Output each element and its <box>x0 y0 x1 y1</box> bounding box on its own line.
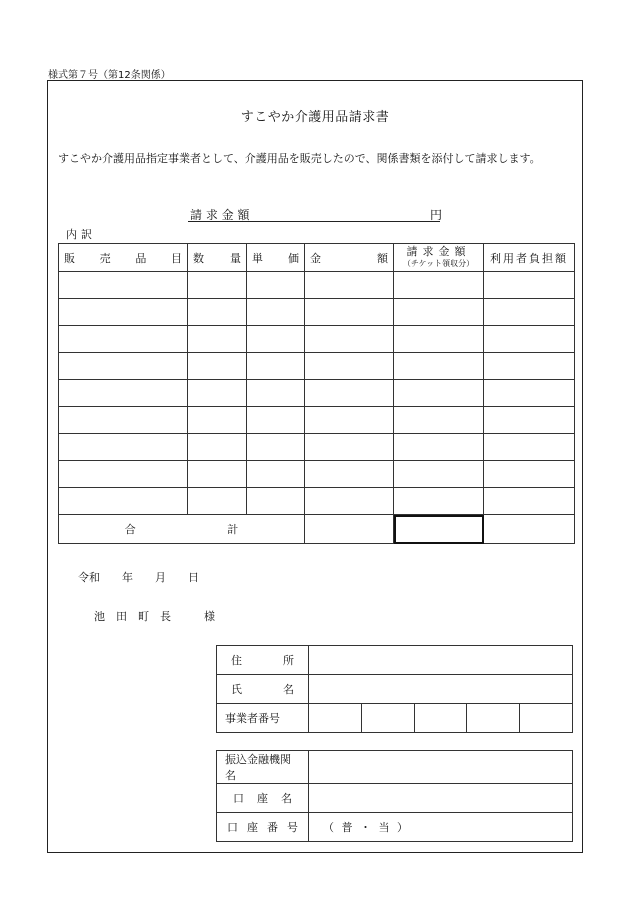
intro-text: すこやか介護用品指定事業者として、介護用品を販売したので、関係書類を添付して請求します。 <box>58 152 541 165</box>
item-row <box>59 407 575 434</box>
account-name-row <box>217 784 573 813</box>
header-quantity: 数 量 <box>188 244 247 272</box>
address-field[interactable] <box>309 646 573 675</box>
amount-cell[interactable] <box>305 407 394 434</box>
total-row <box>59 515 575 544</box>
unit-price-cell[interactable] <box>247 461 305 488</box>
user-charge-cell[interactable] <box>484 299 575 326</box>
header-amount: 金 額 <box>305 244 394 272</box>
item-row <box>59 434 575 461</box>
provider-number-box[interactable] <box>414 704 467 733</box>
provider-number-box[interactable] <box>467 704 520 733</box>
address-row <box>217 646 573 675</box>
unit-price-cell[interactable] <box>247 380 305 407</box>
item-cell[interactable] <box>59 272 188 299</box>
item-cell[interactable] <box>59 326 188 353</box>
item-cell[interactable] <box>59 380 188 407</box>
claim-cell[interactable] <box>394 380 484 407</box>
amount-cell[interactable] <box>305 434 394 461</box>
item-cell[interactable] <box>59 434 188 461</box>
unit-price-cell[interactable] <box>247 488 305 515</box>
amount-cell[interactable] <box>305 461 394 488</box>
item-row <box>59 488 575 515</box>
unit-price-cell[interactable] <box>247 326 305 353</box>
claim-cell[interactable] <box>394 488 484 515</box>
unit-price-cell[interactable] <box>247 434 305 461</box>
item-row <box>59 461 575 488</box>
account-name-label: 口 座 名 <box>217 784 309 813</box>
header-claim-amount: 請求金額 （チケット領収分） <box>394 244 484 272</box>
quantity-cell[interactable] <box>188 461 247 488</box>
provider-number-label: 事業者番号 <box>217 704 309 733</box>
unit-price-cell[interactable] <box>247 299 305 326</box>
quantity-cell[interactable] <box>188 326 247 353</box>
item-cell[interactable] <box>59 407 188 434</box>
header-item: 販 売 品 目 <box>59 244 188 272</box>
items-table <box>58 243 575 544</box>
quantity-cell[interactable] <box>188 353 247 380</box>
user-charge-cell[interactable] <box>484 488 575 515</box>
quantity-cell[interactable] <box>188 272 247 299</box>
claim-cell[interactable] <box>394 434 484 461</box>
header-user-charge: 利用者負担額 <box>484 244 575 272</box>
user-charge-cell[interactable] <box>484 326 575 353</box>
provider-info-table <box>216 645 573 733</box>
account-number-label: 口 座 番 号 <box>217 813 309 842</box>
item-row <box>59 326 575 353</box>
bank-institution-field[interactable] <box>309 751 573 784</box>
item-row <box>59 380 575 407</box>
claim-cell[interactable] <box>394 461 484 488</box>
unit-price-cell[interactable] <box>247 353 305 380</box>
addressee: 池 田 町 長 様 <box>94 610 215 623</box>
items-header-row <box>59 244 575 272</box>
name-row <box>217 675 573 704</box>
total-amount-cell[interactable] <box>305 515 394 544</box>
item-row <box>59 353 575 380</box>
account-number-field[interactable] <box>309 813 573 842</box>
form-title: すこやか介護用品請求書 <box>240 110 390 125</box>
user-charge-cell[interactable] <box>484 272 575 299</box>
user-charge-cell[interactable] <box>484 461 575 488</box>
total-label-cell: 合 計 <box>59 515 305 544</box>
quantity-cell[interactable] <box>188 407 247 434</box>
item-cell[interactable] <box>59 461 188 488</box>
total-claim-cell[interactable] <box>394 515 484 544</box>
user-charge-cell[interactable] <box>484 380 575 407</box>
user-charge-cell[interactable] <box>484 353 575 380</box>
item-cell[interactable] <box>59 488 188 515</box>
user-charge-cell[interactable] <box>484 434 575 461</box>
provider-number-box[interactable] <box>309 704 362 733</box>
yen-label: 円 <box>430 208 443 222</box>
claim-cell[interactable] <box>394 299 484 326</box>
account-number-row <box>217 813 573 842</box>
claim-total-underline <box>188 221 440 222</box>
account-type-selector[interactable]: （ 普 ・ 当 ） <box>323 821 410 834</box>
date-line: 令和 年 月 日 <box>78 571 199 584</box>
amount-cell[interactable] <box>305 380 394 407</box>
header-unit-price: 単 価 <box>247 244 305 272</box>
quantity-cell[interactable] <box>188 488 247 515</box>
bank-institution-row <box>217 751 573 784</box>
name-label: 氏 名 <box>217 675 309 704</box>
unit-price-cell[interactable] <box>247 272 305 299</box>
user-charge-cell[interactable] <box>484 407 575 434</box>
bank-info-table <box>216 750 573 842</box>
form-number-label: 様式第７号（第12条関係） <box>48 70 171 81</box>
provider-number-row <box>217 704 573 733</box>
claim-cell[interactable] <box>394 407 484 434</box>
bank-institution-label: 振込金融機関名 <box>217 751 309 784</box>
item-cell[interactable] <box>59 353 188 380</box>
quantity-cell[interactable] <box>188 299 247 326</box>
provider-number-box[interactable] <box>361 704 414 733</box>
unit-price-cell[interactable] <box>247 407 305 434</box>
claim-cell[interactable] <box>394 272 484 299</box>
name-field[interactable] <box>309 675 573 704</box>
provider-number-box[interactable] <box>520 704 573 733</box>
breakdown-label: 内訳 <box>66 228 96 241</box>
amount-cell[interactable] <box>305 353 394 380</box>
item-row <box>59 272 575 299</box>
claim-cell[interactable] <box>394 353 484 380</box>
claim-total-label: 請 求 金 額 <box>190 208 250 222</box>
total-user-charge-cell[interactable] <box>484 515 575 544</box>
quantity-cell[interactable] <box>188 434 247 461</box>
item-row <box>59 299 575 326</box>
claim-cell[interactable] <box>394 326 484 353</box>
address-label: 住 所 <box>217 646 309 675</box>
account-name-field[interactable] <box>309 784 573 813</box>
amount-cell[interactable] <box>305 488 394 515</box>
amount-cell[interactable] <box>305 299 394 326</box>
amount-cell[interactable] <box>305 326 394 353</box>
amount-cell[interactable] <box>305 272 394 299</box>
item-cell[interactable] <box>59 299 188 326</box>
quantity-cell[interactable] <box>188 380 247 407</box>
